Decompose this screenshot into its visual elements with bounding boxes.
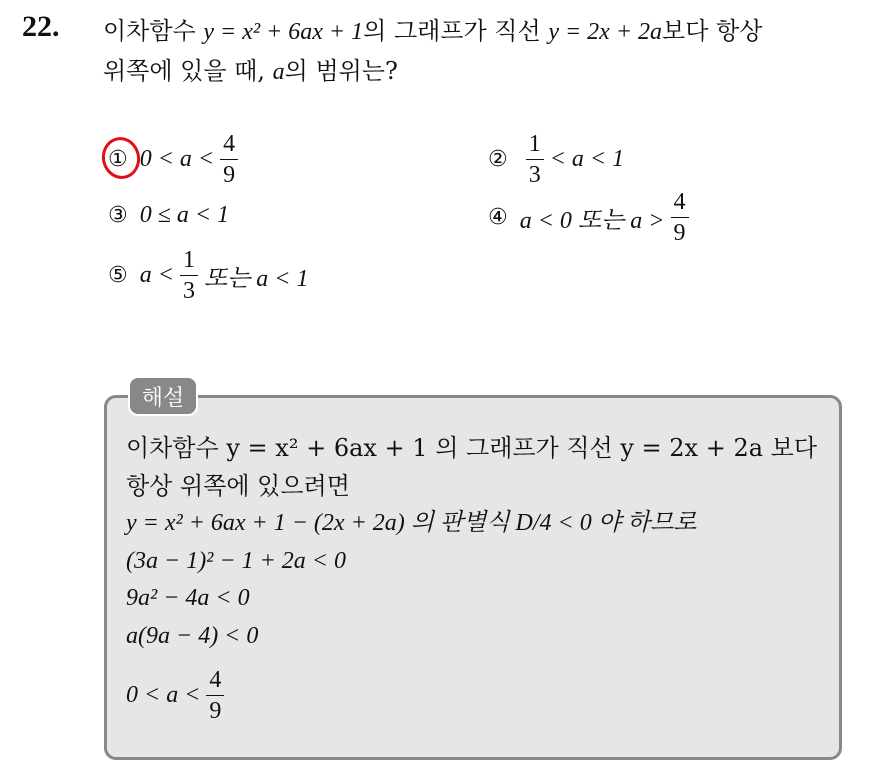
- question-number: 22.: [22, 10, 60, 43]
- choice-fraction: [180, 248, 198, 303]
- question-var: a: [272, 59, 285, 85]
- choice-text: a <: [139, 262, 174, 288]
- solution-line: a(9a − 4) < 0: [126, 622, 259, 649]
- choice-number: ⑤: [108, 263, 128, 288]
- solution-text: [126, 430, 826, 655]
- solution-fraction: [206, 668, 224, 723]
- question-text: [103, 12, 873, 92]
- choice-fraction: [671, 190, 689, 245]
- question-function: y = x² + 6ax + 1: [203, 19, 364, 45]
- solution-tag: 해설: [128, 376, 198, 416]
- choice-text: 0 < a <: [139, 146, 215, 172]
- choice-5[interactable]: [108, 248, 309, 303]
- fraction-numerator: 4: [671, 190, 689, 218]
- choice-text: < a < 1: [549, 146, 625, 172]
- solution-final-text: 0 < a <: [126, 682, 201, 708]
- fraction-denominator: 9: [209, 698, 222, 724]
- question-line2-pre: 위쪽에 있을 때,: [103, 57, 273, 85]
- choice-number: ②: [488, 147, 508, 172]
- choice-text: a < 0 또는 a >: [519, 208, 665, 234]
- choice-text: 0 ≤ a < 1: [139, 202, 230, 228]
- choice-fraction: [526, 132, 544, 187]
- solution-line: 9a² − 4a < 0: [126, 585, 250, 611]
- choice-3[interactable]: [108, 202, 229, 229]
- choice-number: ③: [108, 203, 128, 228]
- fraction-numerator: 1: [526, 132, 544, 160]
- fraction-denominator: 9: [673, 220, 686, 246]
- choice-number: ④: [488, 205, 508, 230]
- fraction-denominator: 3: [528, 162, 541, 188]
- solution-line: 이차함수 y = x² + 6ax + 1 의 그래프가 직선 y = 2x + 2a 보다: [126, 434, 818, 462]
- solution-line: y = x² + 6ax + 1 − (2x + 2a) 의 판별식 D/4 < 0 야 하므로: [126, 510, 697, 536]
- fraction-denominator: 3: [182, 278, 195, 304]
- question-line1-post: 보다 항상: [662, 17, 763, 45]
- choice-fraction: [220, 132, 238, 187]
- fraction-numerator: 1: [180, 248, 198, 276]
- question-line2-post: 의 범위는?: [284, 57, 398, 85]
- choice-number: ①: [108, 147, 128, 172]
- question-line1-mid: 의 그래프가 직선: [363, 17, 549, 45]
- question-line: y = 2x + 2a: [548, 19, 663, 45]
- solution-line: (3a − 1)² − 1 + 2a < 0: [126, 547, 346, 574]
- fraction-numerator: 4: [220, 132, 238, 160]
- choice-2[interactable]: [488, 132, 624, 187]
- question-line1-pre: 이차함수: [103, 17, 204, 45]
- choice-1[interactable]: [108, 132, 244, 187]
- choice-text-post: 또는 a < 1: [203, 266, 309, 292]
- solution-line: 항상 위쪽에 있으려면: [126, 471, 350, 500]
- choice-4[interactable]: [488, 190, 695, 245]
- solution-final: [126, 668, 230, 723]
- fraction-numerator: 4: [206, 668, 224, 696]
- fraction-denominator: 9: [223, 162, 236, 188]
